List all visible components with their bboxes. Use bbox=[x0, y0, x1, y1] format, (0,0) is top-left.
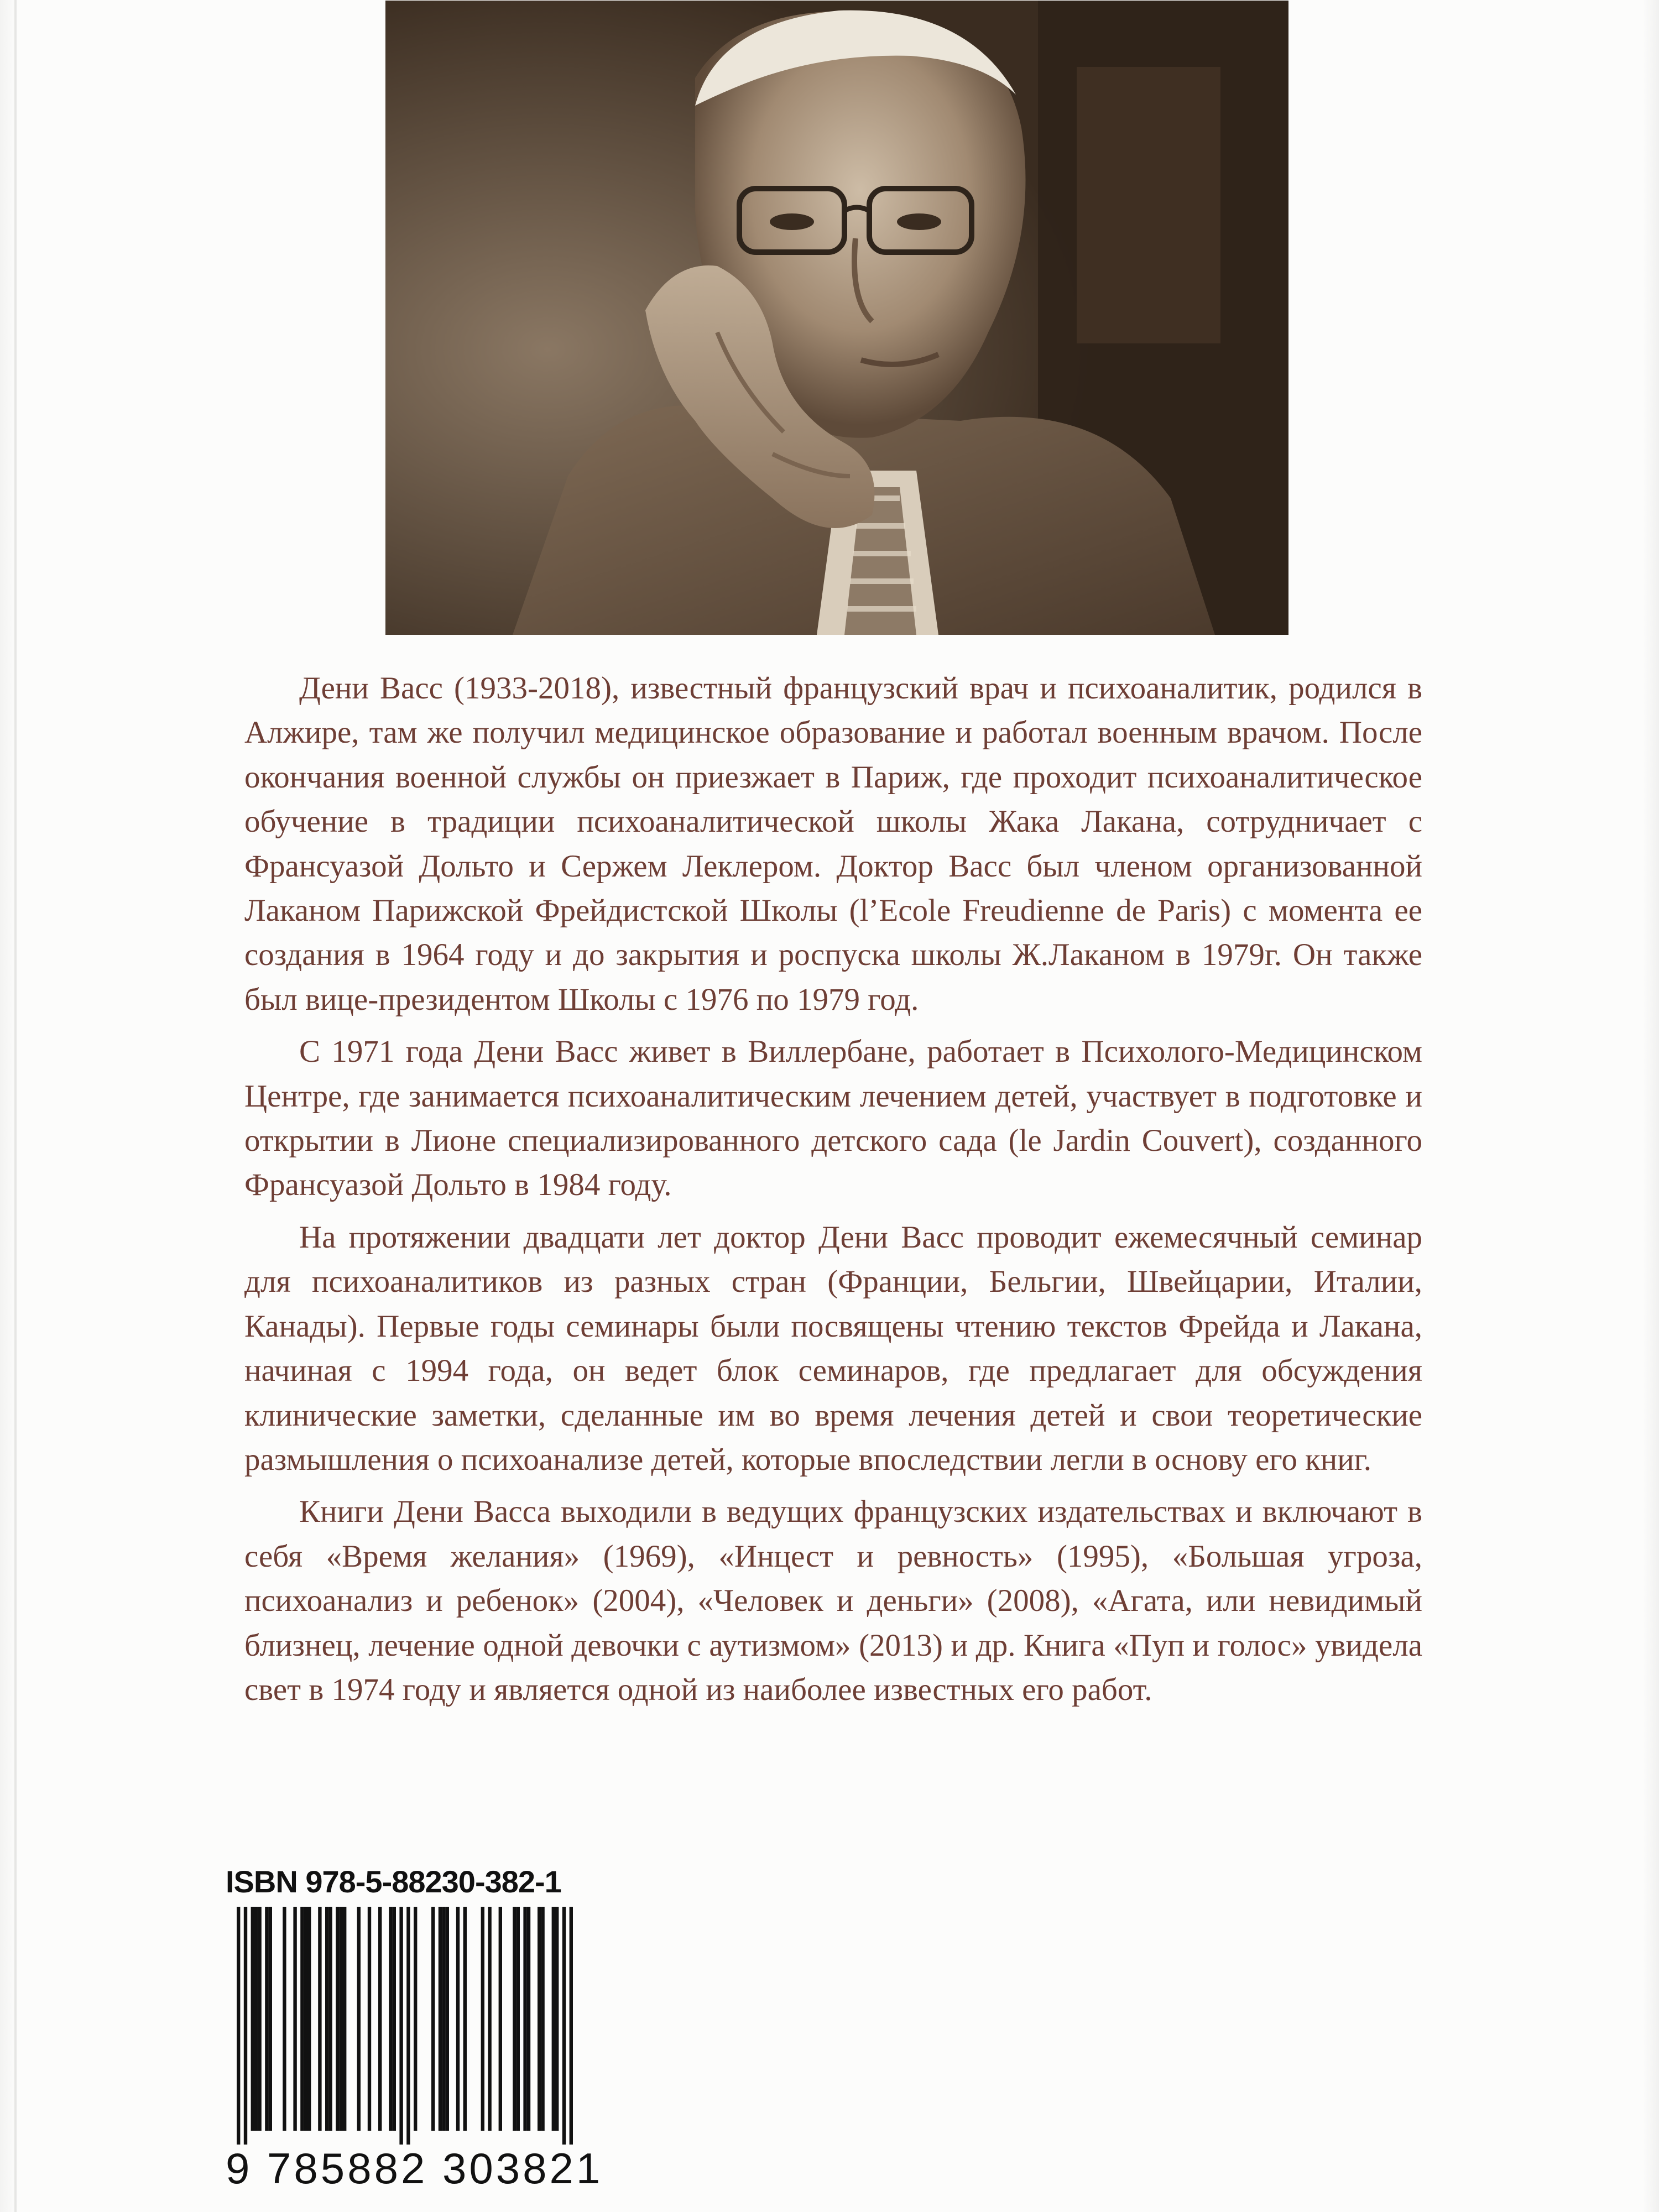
barcode-bar bbox=[293, 1907, 296, 2131]
barcode-bar bbox=[325, 1907, 328, 2131]
barcode-bar bbox=[499, 1907, 502, 2131]
barcode-bar bbox=[304, 1907, 307, 2131]
author-portrait bbox=[385, 1, 1288, 635]
author-portrait-image bbox=[385, 1, 1288, 635]
barcode-bar bbox=[446, 1907, 449, 2131]
barcode-bar bbox=[307, 1907, 311, 2131]
barcode-bar bbox=[552, 1907, 555, 2131]
bio-paragraph-1: Дени Васс (1933-2018), известный французский врач и психоаналитик, родился в Алжире, там же получил медицинское образование и работал военным врачом. После окончания военной службы он приезжает в Париж, где проходит психоаналитическое обучение в традиции психоаналитической школы Жака Лакана, сотрудничает с Франсуазой Дольто и Сержем Леклером. Доктор Васс был членом организованной Лаканом Парижской Фрейдистской Школы (l’Ecole Freudienne de Paris) с момента ее создания в 1964 году и до закрытия и роспуска школы Ж.Лаканом в 1979г. Он также был вице-президентом Школы с 1976 по 1979 год. bbox=[244, 671, 1422, 1017]
barcode-bar bbox=[523, 1907, 526, 2131]
barcode-bar bbox=[389, 1907, 392, 2131]
barcode-bar bbox=[237, 1907, 240, 2145]
barcode-bar bbox=[357, 1907, 361, 2131]
barcode-bar bbox=[336, 1907, 339, 2131]
barcode-bar bbox=[517, 1907, 520, 2131]
bio-paragraph-3: На протяжении двадцати лет доктор Дени Васс проводит ежемесячный семинар для психоаналитиков из разных стран (Франции, Бельгии, Швейцарии, Италии, Канады). Первые годы семинары были посвящены чтению текстов Фрейда и Лакана, начиная с 1994 года, он ведет блок семинаров, где предлагает для обсуждения клинические заметки, сделанные им во время лечения детей и свои теоретические размышления о психоанализе детей, которые впоследствии легли в основу его книг. bbox=[244, 1219, 1422, 1477]
barcode-bar bbox=[406, 1907, 410, 2145]
barcode-bar bbox=[463, 1907, 467, 2131]
barcode-bar bbox=[513, 1907, 516, 2131]
barcode-bar bbox=[414, 1907, 417, 2131]
barcode-bar bbox=[541, 1907, 544, 2131]
barcode-bar bbox=[431, 1907, 435, 2131]
barcode-bar bbox=[570, 1907, 573, 2145]
bio-paragraph-2: С 1971 года Дени Васс живет в Виллербане, работает в Психолого-Медицинском Центре, где занимается психоаналитическим лечением детей, участвует в подготовке и открытии в Лионе специализированного детского сада (le Jardin Couvert), созданного Франсуазой Дольто в 1984 году. bbox=[244, 1034, 1422, 1203]
barcode-bar bbox=[265, 1907, 268, 2131]
barcode-bar bbox=[368, 1907, 371, 2131]
barcode-icon bbox=[226, 1907, 585, 2145]
barcode-bar bbox=[439, 1907, 442, 2131]
barcode-bar bbox=[442, 1907, 445, 2131]
barcode-digits: 9 785882 303821 bbox=[226, 2144, 603, 2193]
barcode-bar bbox=[254, 1907, 258, 2131]
barcode-bar bbox=[538, 1907, 541, 2131]
barcode-bar bbox=[481, 1907, 484, 2131]
barcode-bar bbox=[258, 1907, 261, 2131]
barcode-bar bbox=[300, 1907, 304, 2131]
barcode-bar bbox=[283, 1907, 286, 2131]
barcode-bar bbox=[328, 1907, 332, 2131]
spine-edge bbox=[14, 0, 17, 2212]
barcode-bar bbox=[527, 1907, 530, 2131]
barcode-bar bbox=[555, 1907, 559, 2131]
isbn-label: ISBN 978-5-88230-382-1 bbox=[226, 1864, 561, 1899]
author-biography bbox=[244, 666, 1422, 1720]
barcode-bar bbox=[343, 1907, 346, 2131]
barcode-bar bbox=[488, 1907, 491, 2131]
barcode-bar bbox=[456, 1907, 460, 2131]
barcode-bar bbox=[378, 1907, 382, 2131]
barcode-bar bbox=[318, 1907, 321, 2131]
barcode-bar bbox=[562, 1907, 566, 2145]
barcode-bar bbox=[393, 1907, 396, 2131]
barcode-bar bbox=[244, 1907, 247, 2145]
barcode-bar bbox=[340, 1907, 343, 2131]
barcode-bar bbox=[251, 1907, 254, 2131]
barcode-bar bbox=[269, 1907, 272, 2131]
bio-paragraph-4: Книги Дени Васса выходили в ведущих французских издательствах и включают в себя «Время желания» (1969), «Инцест и ревность» (1995), «Большая угроза, психоанализ и ребенок» (2004), «Человек и деньги» (2008), «Агата, или невидимый близнец, лечение одной девочки с аутизмом» (2013) и др. Книга «Пуп и голос» увидела свет в 1974 году и является одной из наиболее известных его работ. bbox=[244, 1494, 1422, 1707]
barcode-bar bbox=[399, 1907, 403, 2145]
